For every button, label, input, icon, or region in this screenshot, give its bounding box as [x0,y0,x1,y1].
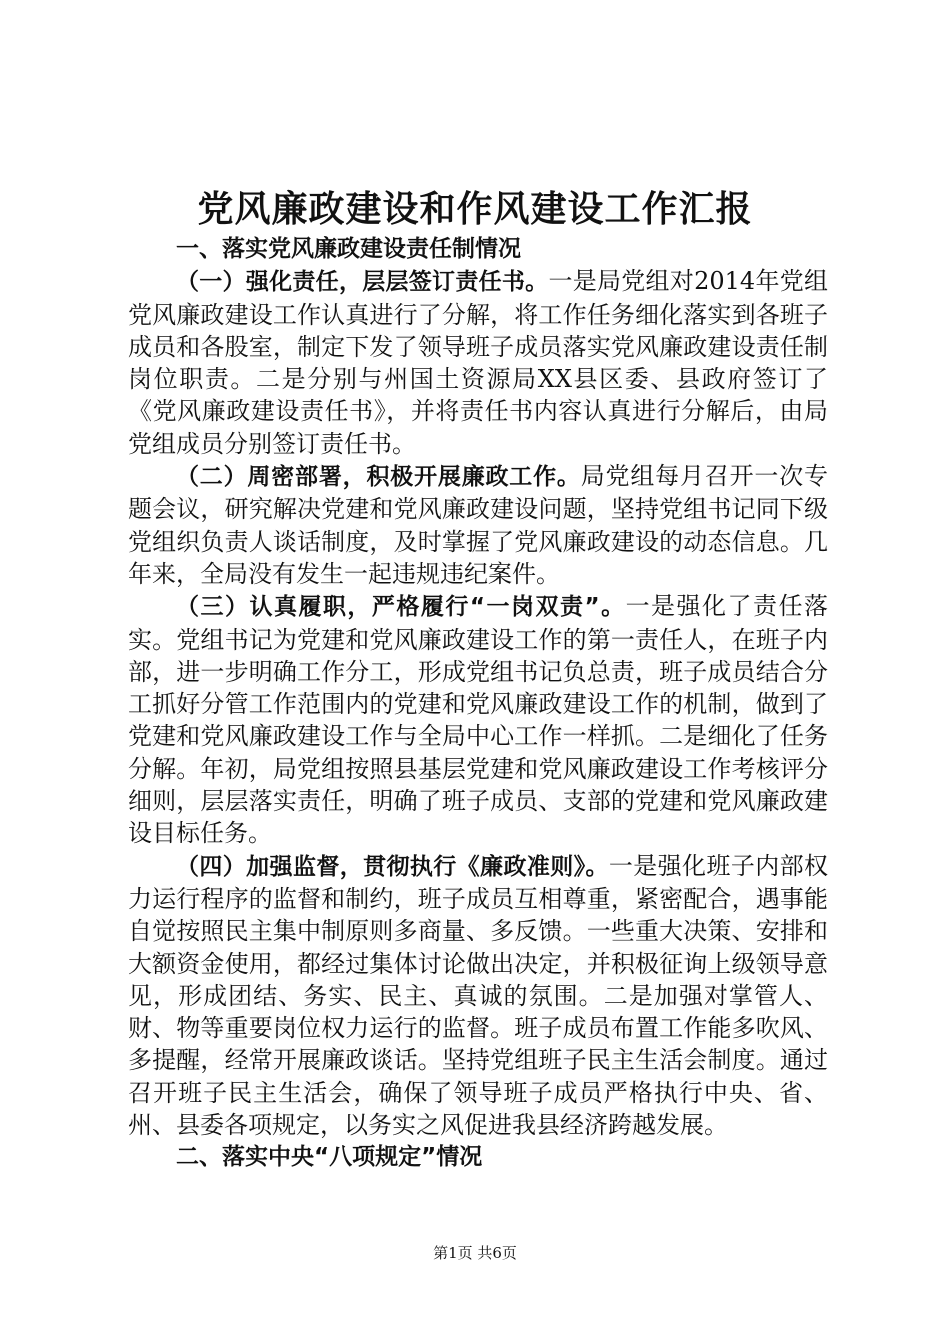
paragraph-2-lead: （二）周密部署，积极开展廉政工作。 [176,464,581,491]
document-body [128,233,828,1174]
section-heading-1: 一、落实党风廉政建设责任制情况 [176,236,521,262]
section-heading-2: 二、落实中央“八项规定”情况 [176,1144,483,1171]
paragraph-4 [128,850,828,1142]
paragraph-1 [128,265,828,460]
paragraph-4-text: 一是强化班子内部权力运行程序的监督和制约，班子成员互相尊重，紧密配合，遇事能自觉按照民主集中制原则多商量、多反馈。一些重大决策、安排和大额资金使用，都经过集体讨论做出决定，并积极征询上级领导意见，形成团结、务实、民主、真诚的氛围。二是加强对掌管人、财、物等重要岗位权力运行的监督。班子成员布置工作能多吹风、多提醒，经常开展廉政谈话。坚持党组班子民主生活会制度。通过召开班子民主生活会，确保了领导班子成员严格执行中央、省、州、县委各项规定，以务实之风促进我县经济跨越发展。 [128,851,829,1140]
paragraph-2 [128,460,828,590]
paragraph-1-lead: （一）强化责任，层层签订责任书。 [176,269,549,296]
paragraph-3 [128,590,828,849]
paragraph-3-lead: （三）认真履职，严格履行“一岗双责”。 [176,594,626,621]
paragraph-2-text: 局党组每月召开一次专题会议，研究解决党建和党风廉政建设问题，坚持党组书记同下级党组织负责人谈话制度，及时掌握了党风廉政建设的动态信息。几年来，全局没有发生一起违规违纪案件。 [128,462,829,588]
paragraph-1-text: 一是局党组对2014年党组党风廉政建设工作认真进行了分解，将工作任务细化落实到各班子成员和各股室，制定下发了领导班子成员落实党风廉政建设责任制岗位职责。二是分别与州国土资源局XX县区委、县政府签订了《党风廉政建设责任书》，并将责任书内容认真进行分解后，由局党组成员分别签订责任书。 [128,267,829,458]
paragraph-3-text: 一是强化了责任落实。党组书记为党建和党风廉政建设工作的第一责任人，在班子内部，进一步明确工作分工，形成党组书记负总责，班子成员结合分工抓好分管工作范围内的党建和党风廉政建设工作的机制，做到了党建和党风廉政建设工作与全局中心工作一样抓。二是细化了任务分解。年初，局党组按照县基层党建和党风廉政建设工作考核评分细则，层层落实责任，明确了班子成员、支部的党建和党风廉政建设目标任务。 [128,592,828,848]
page-number-footer: 第1页 共6页 [433,1244,517,1262]
document-title: 党风廉政建设和作风建设工作汇报 [197,188,753,230]
paragraph-4-lead: （四）加强监督，贯彻执行《廉政准则》。 [176,853,609,880]
